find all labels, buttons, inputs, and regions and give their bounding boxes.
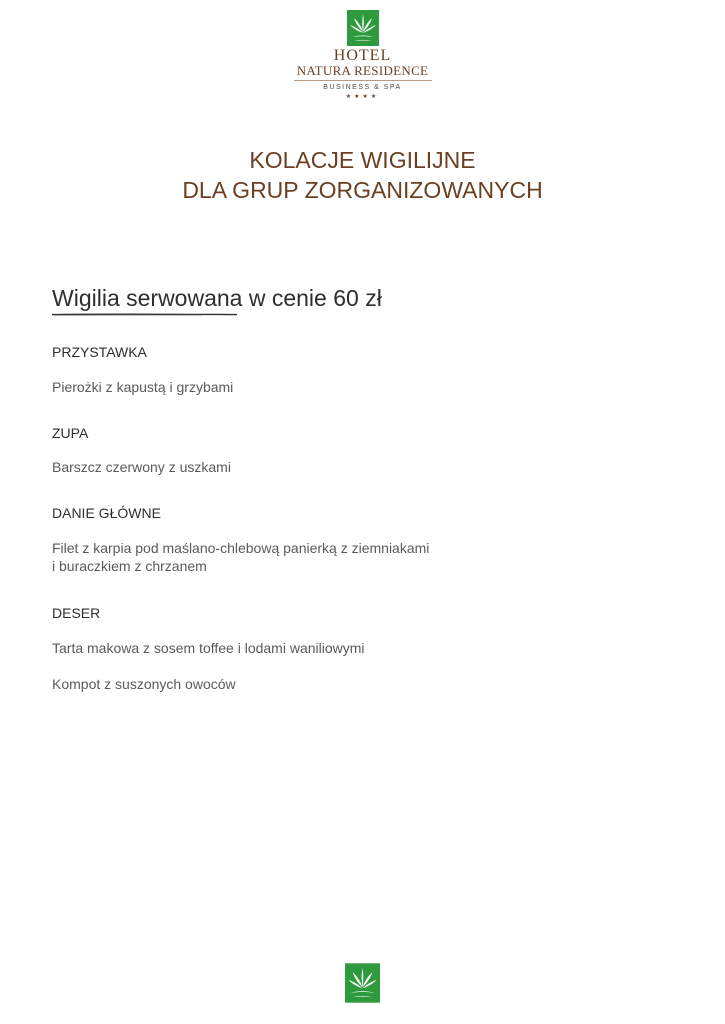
logo-hotel-name: NATURA RESIDENCE bbox=[296, 63, 429, 78]
logo-divider bbox=[294, 80, 432, 81]
hotel-logo bbox=[0, 10, 725, 101]
page-title-line-2: DLA GRUP ZORGANIZOWANYCH bbox=[182, 177, 543, 203]
course-label-starter: PRZYSTAWKA bbox=[52, 344, 147, 360]
dish-starter: Pierożki z kapustą i grzybami bbox=[52, 379, 234, 395]
logo-stars: ★★★★ bbox=[345, 94, 380, 100]
dish-main-line-2: i buraczkiem z chrzanem bbox=[52, 558, 207, 574]
dish-dessert-1: Tarta makowa z sosem toffee i lodami waniliowymi bbox=[52, 640, 365, 656]
palm-leaf-emblem-icon bbox=[347, 10, 379, 46]
brush-underline bbox=[52, 313, 237, 316]
course-label-soup: ZUPA bbox=[52, 425, 89, 441]
offer-heading: Wigilia serwowana w cenie 60 zł bbox=[52, 285, 382, 311]
page-title bbox=[0, 145, 725, 205]
logo-hotel-text: HOTEL bbox=[333, 47, 392, 64]
dish-soup: Barszcz czerwony z uszkami bbox=[52, 459, 231, 475]
logo-tagline: BUSINESS & SPA bbox=[323, 84, 402, 91]
dish-dessert-2: Kompot z suszonych owoców bbox=[52, 676, 236, 692]
course-label-main: DANIE GŁÓWNE bbox=[52, 505, 161, 521]
footer-palm-leaf-emblem-icon bbox=[345, 963, 380, 1003]
page-title-line-1: KOLACJE WIGILIJNE bbox=[249, 147, 476, 173]
course-label-dessert: DESER bbox=[52, 605, 101, 621]
dish-main-line-1: Filet z karpia pod maślano-chlebową panierką z ziemniakami bbox=[52, 540, 430, 556]
